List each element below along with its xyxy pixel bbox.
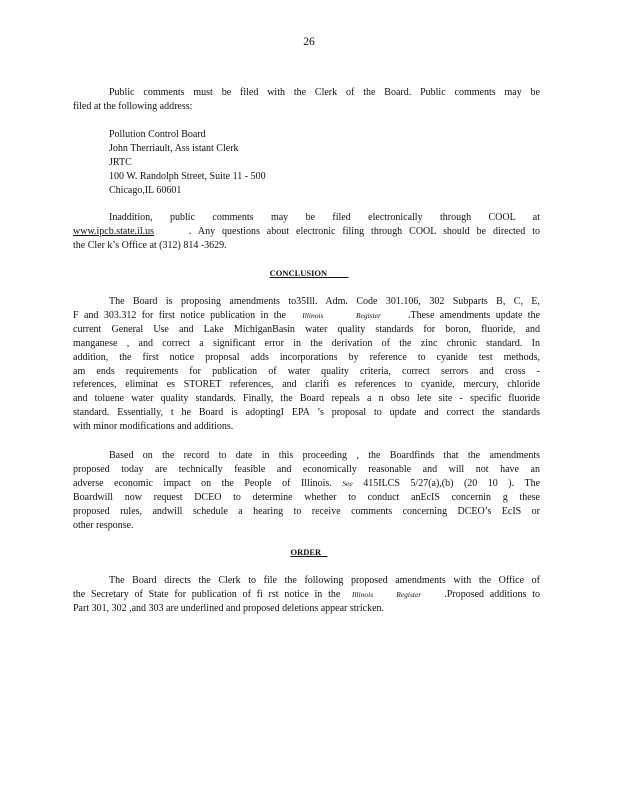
- conclusion-heading: [0, 268, 618, 278]
- paragraph-text: F and 303.312 for first notice publication in the: [73, 309, 286, 321]
- order-heading: [0, 547, 618, 557]
- heading-text: CONCLUSION: [269, 268, 328, 278]
- italic-text: Register: [355, 310, 381, 320]
- order-paragraph: [73, 574, 540, 616]
- address-line: Chicago,IL 60601: [109, 184, 182, 196]
- public-comments-paragraph: [73, 86, 540, 114]
- italic-text: See: [342, 478, 353, 488]
- address-line: 100 W. Randolph Street, Suite 11 - 500: [109, 170, 266, 182]
- paragraph-line: standard. Essentially, t he Board is adoptingI EPA ’s proposal to update and correct the standards: [73, 407, 540, 419]
- italic-text: Register: [396, 589, 422, 599]
- paragraph-text: the Secretary of State for publication of fi rst notice in the: [73, 588, 341, 600]
- address-line: Pollution Control Board: [109, 129, 206, 140]
- paragraph-line: proposed today are technically feasible and economically reasonable and will not have an: [73, 463, 540, 475]
- paragraph-line: Inaddition, public comments may be filed electronically through COOL at: [109, 212, 540, 223]
- paragraph-line: addition, the first notice proposal adds incorporations by reference to cyanide test methods,: [73, 351, 540, 363]
- paragraph-line: filed at the following address:: [73, 100, 193, 112]
- findings-paragraph: [73, 449, 540, 532]
- paragraph-line: Based on the record to date in this proceeding , the Boardfinds that the amendments: [109, 450, 540, 461]
- page-number: 26: [303, 36, 315, 48]
- paragraph-line: and toluene water quality standards. Finally, the Board repeals a n obso lete site - specific fluoride: [73, 393, 540, 405]
- paragraph-line: Part 301, 302 ,and 303 are underlined and proposed deletions appear stricken.: [73, 602, 385, 614]
- conclusion-paragraph: [73, 295, 540, 434]
- italic-text: Illinois: [302, 310, 324, 320]
- website-link[interactable]: www.ipcb.state.il.us: [73, 225, 155, 237]
- heading-text: ORDER: [290, 547, 322, 557]
- paragraph-line: the Cler k’s Office at (312) 814 -3629.: [73, 239, 227, 251]
- paragraph-text: .Proposed additions to: [444, 588, 541, 600]
- paragraph-line: [73, 309, 540, 323]
- paragraph-line: manganese , and correct a significant error in the derivation of the zinc chronic standard. In: [73, 337, 540, 349]
- paragraph-line: references, eliminat es STORET references, and clarifi es references to cyanide, mercury, chloride: [73, 379, 540, 391]
- address-line: John Therriault, Ass istant Clerk: [109, 142, 239, 154]
- paragraph-text: adverse economic impact on the People of Illinois.: [73, 477, 332, 489]
- paragraph-line: am ends requirements for publication of water quality criteria, correct serrors and cross -: [73, 365, 540, 377]
- paragraph-line: The Board is proposing amendments to35Ill. Adm. Code 301.106, 302 Subparts B, C, E,: [109, 296, 540, 307]
- paragraph-text: .These amendments update the: [408, 309, 541, 321]
- paragraph-text: . Any questions about electronic filing through COOL should be directed to: [188, 225, 541, 237]
- paragraph-line: current General Use and Lake MichiganBasin water quality standards for boron, fluoride, and: [73, 323, 540, 335]
- paragraph-line: proposed rules, andwill schedule a hearing to receive comments concerning DCEO’s EcIS or: [73, 505, 540, 517]
- address-line: JRTC: [109, 156, 132, 168]
- paragraph-line: with minor modifications and additions.: [73, 421, 234, 433]
- mailing-address: [109, 128, 266, 198]
- electronic-filing-paragraph: [73, 211, 540, 253]
- italic-text: Illinois: [351, 589, 374, 599]
- paragraph-line: [73, 225, 540, 239]
- paragraph-text: 415ILCS 5/27(a),(b) (20 10 ). The: [363, 477, 541, 489]
- paragraph-line: Public comments must be filed with the Clerk of the Board. Public comments may be: [109, 87, 540, 98]
- paragraph-line: other response.: [73, 519, 134, 531]
- paragraph-line: Boardwill now request DCEO to determine whether to conduct anEcIS concernin g these: [73, 491, 540, 503]
- paragraph-line: [73, 477, 540, 491]
- paragraph-line: [73, 588, 540, 602]
- paragraph-line: The Board directs the Clerk to file the following proposed amendments with the Office of: [109, 575, 540, 586]
